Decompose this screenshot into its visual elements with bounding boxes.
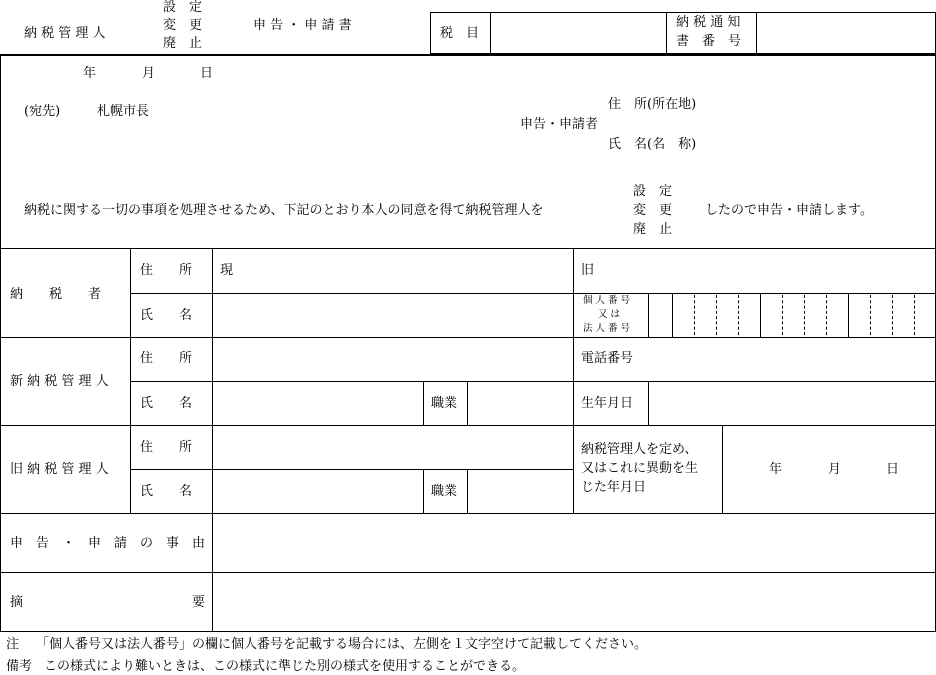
taxpayer-former-address-field[interactable] — [598, 250, 935, 292]
new-admin-occupation-field[interactable] — [468, 382, 572, 424]
old-admin-day: 日 — [886, 462, 900, 477]
new-admin-phone-field[interactable] — [649, 338, 935, 380]
taxpayer-current-label: 現 — [220, 263, 234, 278]
taxpayer-current-address-field[interactable] — [236, 250, 572, 292]
taxpayer-name-label: 氏 名 — [140, 308, 193, 323]
old-admin-occupation-label: 職業 — [431, 484, 458, 499]
summary-label-2: 要 — [192, 595, 206, 610]
taxpayer-number-label-corp: 法 人 番 号 — [583, 323, 631, 334]
new-admin-birth-label: 生年月日 — [581, 396, 634, 411]
taxpayer-number-label: 個 人 番 号 — [583, 295, 631, 306]
declaration-option-change: 変 更 — [633, 203, 673, 218]
new-admin-address-label: 住 所 — [140, 351, 193, 366]
old-admin-address-label: 住 所 — [140, 440, 193, 455]
old-admin-year: 年 — [769, 462, 783, 477]
reason-label: 申 告 ・ 申 請 の 事 由 — [10, 536, 206, 551]
declaration-text: 納税に関する一切の事項を処理させるため、下記のとおり本人の同意を得て納税管理人を — [24, 203, 544, 218]
date-month: 月 — [142, 66, 156, 81]
tax-item-label: 税 目 — [440, 26, 480, 41]
new-admin-birth-field[interactable] — [649, 382, 935, 424]
addressee-name: 札幌市長 — [97, 104, 150, 119]
old-admin-name-field[interactable] — [213, 470, 422, 512]
tax-notice-number-field[interactable] — [757, 13, 935, 53]
new-admin-section-label: 新 納 税 管 理 人 — [10, 374, 109, 389]
declaration-suffix: したので申告・申請します。 — [705, 203, 873, 218]
remark-label: 備考 — [6, 659, 33, 674]
taxpayer-address-label: 住 所 — [140, 263, 193, 278]
header-option-establish: 設 定 — [163, 0, 203, 15]
header-option-change: 変 更 — [163, 18, 203, 33]
new-admin-name-field[interactable] — [213, 382, 422, 424]
declaration-option-abolish: 廃 止 — [633, 222, 673, 237]
form-title-left: 納 税 管 理 人 — [24, 26, 106, 41]
taxpayer-number-field[interactable] — [673, 294, 935, 336]
remark-text: この様式により難いときは、この様式に準じた別の様式を使用することができる。 — [44, 659, 526, 674]
old-admin-name-label: 氏 名 — [140, 484, 193, 499]
new-admin-name-label: 氏 名 — [140, 396, 193, 411]
applicant-address-label: 住 所(所在地) — [608, 97, 697, 112]
old-admin-address-field[interactable] — [213, 426, 572, 468]
old-admin-change-label-2: 又はこれに異動を生 — [581, 461, 699, 476]
old-admin-change-label-3: じた年月日 — [581, 480, 647, 495]
old-admin-month: 月 — [828, 462, 842, 477]
old-admin-change-label: 納税管理人を定め、 — [581, 442, 698, 457]
applicant-name-label: 氏 名(名 称) — [608, 137, 697, 152]
summary-field[interactable] — [213, 573, 935, 631]
header-option-abolish: 廃 止 — [163, 36, 203, 51]
old-admin-occupation-field[interactable] — [468, 470, 572, 512]
summary-label: 摘 — [10, 595, 24, 610]
taxpayer-section-label: 納 税 者 — [10, 287, 102, 302]
tax-item-field[interactable] — [491, 13, 665, 53]
note-label: 注 — [6, 637, 20, 652]
reason-field[interactable] — [213, 514, 935, 571]
new-admin-phone-label: 電話番号 — [581, 351, 634, 366]
new-admin-occupation-label: 職業 — [431, 396, 458, 411]
taxpayer-former-label: 旧 — [581, 263, 595, 278]
tax-notice-label-2: 書 番 号 — [676, 34, 742, 49]
form-title-right: 申 告 ・ 申 請 書 — [253, 18, 352, 33]
note-text: 「個人番号又は法人番号」の欄に個人番号を記載する場合には、左側を１文字空けて記載してください。 — [36, 637, 648, 652]
tax-notice-label: 納 税 通 知 — [676, 15, 741, 30]
declaration-option-establish: 設 定 — [633, 184, 673, 199]
new-admin-address-field[interactable] — [213, 338, 572, 380]
date-year: 年 — [83, 66, 97, 81]
taxpayer-name-field[interactable] — [213, 294, 572, 336]
taxpayer-number-label-or: 又 は — [598, 309, 621, 320]
date-day: 日 — [200, 66, 214, 81]
addressee-prefix: (宛先) — [24, 104, 61, 119]
old-admin-section-label: 旧 納 税 管 理 人 — [10, 462, 109, 477]
applicant-role: 申告・申請者 — [520, 117, 599, 132]
